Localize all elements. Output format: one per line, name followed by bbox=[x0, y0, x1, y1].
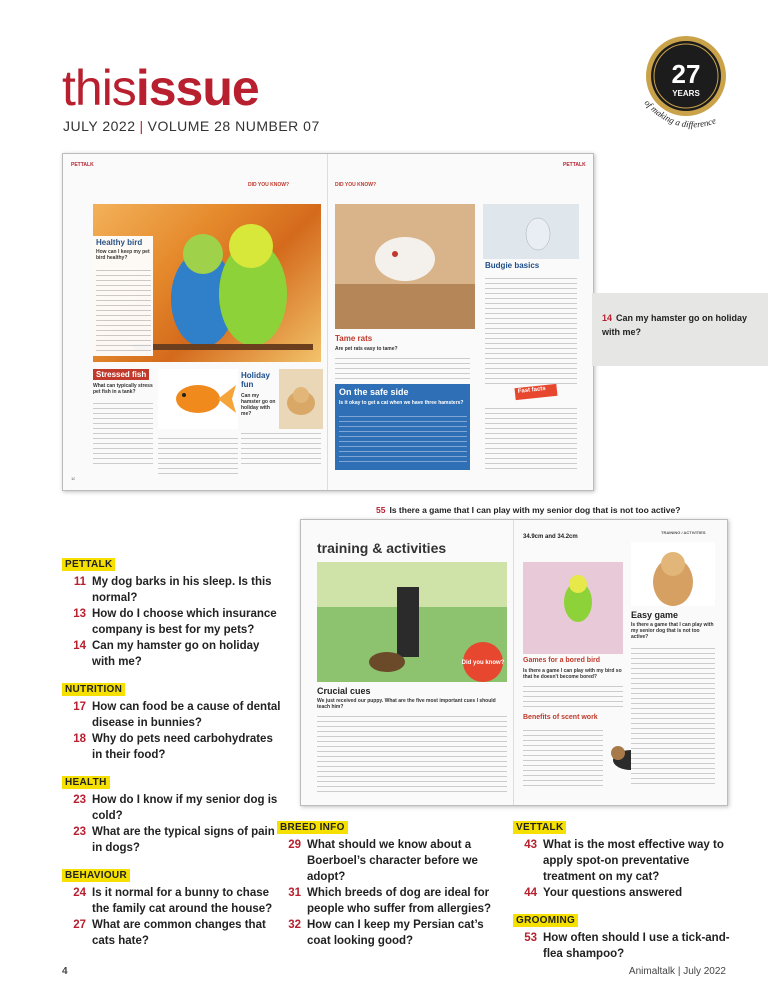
issue-info bbox=[63, 118, 320, 134]
list-item[interactable]: 53 How often should I use a tick-and-flea shampoo? bbox=[524, 932, 730, 960]
goldfish-photo bbox=[158, 369, 238, 429]
fast-facts-label: Fast facts bbox=[517, 385, 547, 395]
fast-facts-body bbox=[485, 404, 577, 469]
holiday-fun-heading: Holiday fun bbox=[241, 371, 270, 389]
callout-14 bbox=[602, 311, 752, 339]
anniversary-badge bbox=[634, 28, 744, 138]
badge-tagline: of making a difference bbox=[642, 97, 718, 130]
pettalk-list bbox=[62, 574, 282, 670]
contents-column-right bbox=[513, 817, 738, 962]
list-item[interactable]: 43 What is the most effective way to apply spot-on preventative treatment on my cat? bbox=[524, 839, 724, 883]
did-you-know-right: DID YOU KNOW? bbox=[335, 182, 377, 188]
section-breed-info: BREED INFO bbox=[277, 821, 348, 834]
healthy-bird-heading: Healthy bird bbox=[96, 238, 143, 247]
healthy-bird-question: How can I keep my pet bird healthy? bbox=[96, 249, 150, 261]
easy-game-body bbox=[631, 644, 715, 784]
badge-years: YEARS bbox=[672, 89, 700, 98]
stressed-fish-body bbox=[93, 399, 153, 467]
callout-55 bbox=[376, 503, 680, 517]
page-number: 4 bbox=[62, 966, 68, 977]
easy-game-question: Is there a game that I can play with my senior dog that is not too active? bbox=[631, 622, 714, 640]
section-nutrition: NUTRITION bbox=[62, 683, 125, 696]
crucial-cues-body bbox=[317, 712, 507, 792]
list-item[interactable]: 29 What should we know about a Boerboel’s character before we adopt? bbox=[288, 839, 478, 883]
healthy-bird-body bbox=[96, 266, 151, 354]
safe-side-body bbox=[339, 412, 467, 466]
list-item[interactable]: 13 How do I choose which insurance company is best for my pets? bbox=[73, 608, 277, 636]
section-vettalk: VETTALK bbox=[513, 821, 566, 834]
holiday-fun-box bbox=[241, 369, 323, 469]
training-title: training & activities bbox=[317, 540, 447, 556]
spread-training bbox=[300, 519, 728, 806]
spine-2 bbox=[513, 520, 514, 805]
bored-bird-body bbox=[523, 682, 623, 710]
section-health: HEALTH bbox=[62, 776, 110, 789]
scent-work-heading: Benefits of scent work bbox=[523, 714, 598, 721]
list-item[interactable]: 23 How do I know if my senior dog is cold? bbox=[73, 794, 278, 822]
measure-heading: 34.9cm and 34.2cm bbox=[523, 534, 578, 540]
page-title bbox=[62, 62, 259, 114]
did-you-know-badge bbox=[461, 640, 505, 684]
callout-55-text: Is there a game that I can play with my senior dog that is not too active? bbox=[389, 505, 681, 515]
callout-14-text: Can my hamster go on holiday with me? bbox=[602, 313, 748, 337]
training-kicker: TRAINING / ACTIVITIES bbox=[661, 530, 706, 535]
crucial-cues-question: We just received our puppy. What are the five most important cues I should teach him? bbox=[317, 698, 496, 710]
breed-info-list bbox=[277, 837, 495, 949]
contents-column-left bbox=[62, 554, 282, 949]
spine bbox=[327, 154, 328, 490]
section-pettalk: PETTALK bbox=[62, 558, 115, 571]
hamster-photo bbox=[279, 369, 323, 429]
health-list bbox=[62, 792, 282, 856]
issue-date: JULY 2022 bbox=[63, 118, 136, 134]
badge-number: 27 bbox=[671, 59, 701, 89]
section-behaviour: BEHAVIOUR bbox=[62, 869, 130, 882]
list-item[interactable]: 11 My dog barks in his sleep. Is this normal? bbox=[73, 576, 272, 604]
tame-rats-body bbox=[335, 354, 470, 382]
list-item[interactable]: 23 What are the typical signs of pain in dogs? bbox=[73, 826, 275, 854]
list-item[interactable]: 18 Why do pets need carbohydrates in their food? bbox=[73, 733, 273, 761]
list-item[interactable]: 31 Which breeds of dog are ideal for people who suffer from allergies? bbox=[288, 887, 492, 915]
senior-dog-photo bbox=[631, 542, 715, 606]
list-item[interactable]: 44 Your questions answered bbox=[524, 887, 683, 899]
callout-14-number: 14 bbox=[602, 313, 613, 323]
list-item[interactable]: 32 How can I keep my Persian cat’s coat looking good? bbox=[288, 919, 484, 947]
svg-text:Did you know?: Did you know? bbox=[461, 660, 505, 666]
budgie-photo bbox=[483, 204, 579, 259]
footer-brand-date: Animaltalk | July 2022 bbox=[628, 966, 726, 977]
safe-side-heading: On the safe side bbox=[339, 387, 409, 397]
list-item[interactable]: 27 What are common changes that cats hate? bbox=[73, 919, 266, 947]
budgie-basics-heading: Budgie basics bbox=[485, 261, 540, 270]
bored-bird-heading: Games for a bored bird bbox=[523, 657, 601, 664]
issue-volume: VOLUME 28 NUMBER 07 bbox=[147, 118, 320, 134]
stressed-fish-box bbox=[93, 369, 155, 469]
crucial-cues-heading: Crucial cues bbox=[317, 686, 371, 696]
holiday-fun-body bbox=[241, 429, 321, 467]
spread-pettalk bbox=[62, 153, 594, 491]
list-item[interactable]: 17 How can food be a cause of dental disease in bunnies? bbox=[73, 701, 281, 729]
logo-this: this bbox=[62, 60, 136, 116]
behaviour-list bbox=[62, 885, 282, 949]
vettalk-list bbox=[513, 837, 738, 901]
spread1-page-left: 10 bbox=[71, 476, 76, 481]
tame-rats-heading: Tame rats bbox=[335, 334, 373, 343]
holiday-fun-question: Can my hamster go on holiday with me? bbox=[241, 393, 276, 417]
spread-kicker-right: PETTALK bbox=[563, 162, 586, 168]
safe-side-box bbox=[335, 384, 470, 470]
list-item[interactable]: 14 Can my hamster go on holiday with me? bbox=[73, 640, 260, 668]
rat-photo bbox=[335, 204, 475, 329]
nutrition-list bbox=[62, 699, 282, 763]
fast-facts-tag bbox=[514, 384, 557, 400]
easy-game-heading: Easy game bbox=[631, 610, 679, 620]
spread-kicker-left: PETTALK bbox=[71, 162, 94, 168]
budgie-basics-body bbox=[485, 274, 577, 386]
budgie-game-photo bbox=[523, 562, 623, 654]
tame-rats-question: Are pet rats easy to tame? bbox=[335, 346, 398, 352]
fish-body-2 bbox=[158, 434, 238, 474]
section-grooming: GROOMING bbox=[513, 914, 578, 927]
safe-side-question: Is it okay to get a cat when we have three hamsters? bbox=[339, 400, 464, 406]
healthy-bird-box bbox=[93, 236, 153, 356]
stressed-fish-heading: Stressed fish bbox=[93, 369, 149, 380]
grooming-list bbox=[513, 930, 738, 962]
stressed-fish-question: What can typically stress pet fish in a tank? bbox=[93, 383, 153, 395]
bored-bird-question: Is there a game I can play with my bird so that he doesn't become bored? bbox=[523, 668, 622, 680]
did-you-know-left: DID YOU KNOW? bbox=[248, 182, 290, 188]
list-item[interactable]: 24 Is it normal for a bunny to chase the family cat around the house? bbox=[73, 887, 273, 915]
contents-column-middle bbox=[277, 817, 495, 949]
scent-work-body bbox=[523, 726, 603, 786]
callout-55-number: 55 bbox=[376, 505, 386, 515]
logo-issue: issue bbox=[135, 60, 259, 116]
separator: | bbox=[139, 118, 144, 134]
